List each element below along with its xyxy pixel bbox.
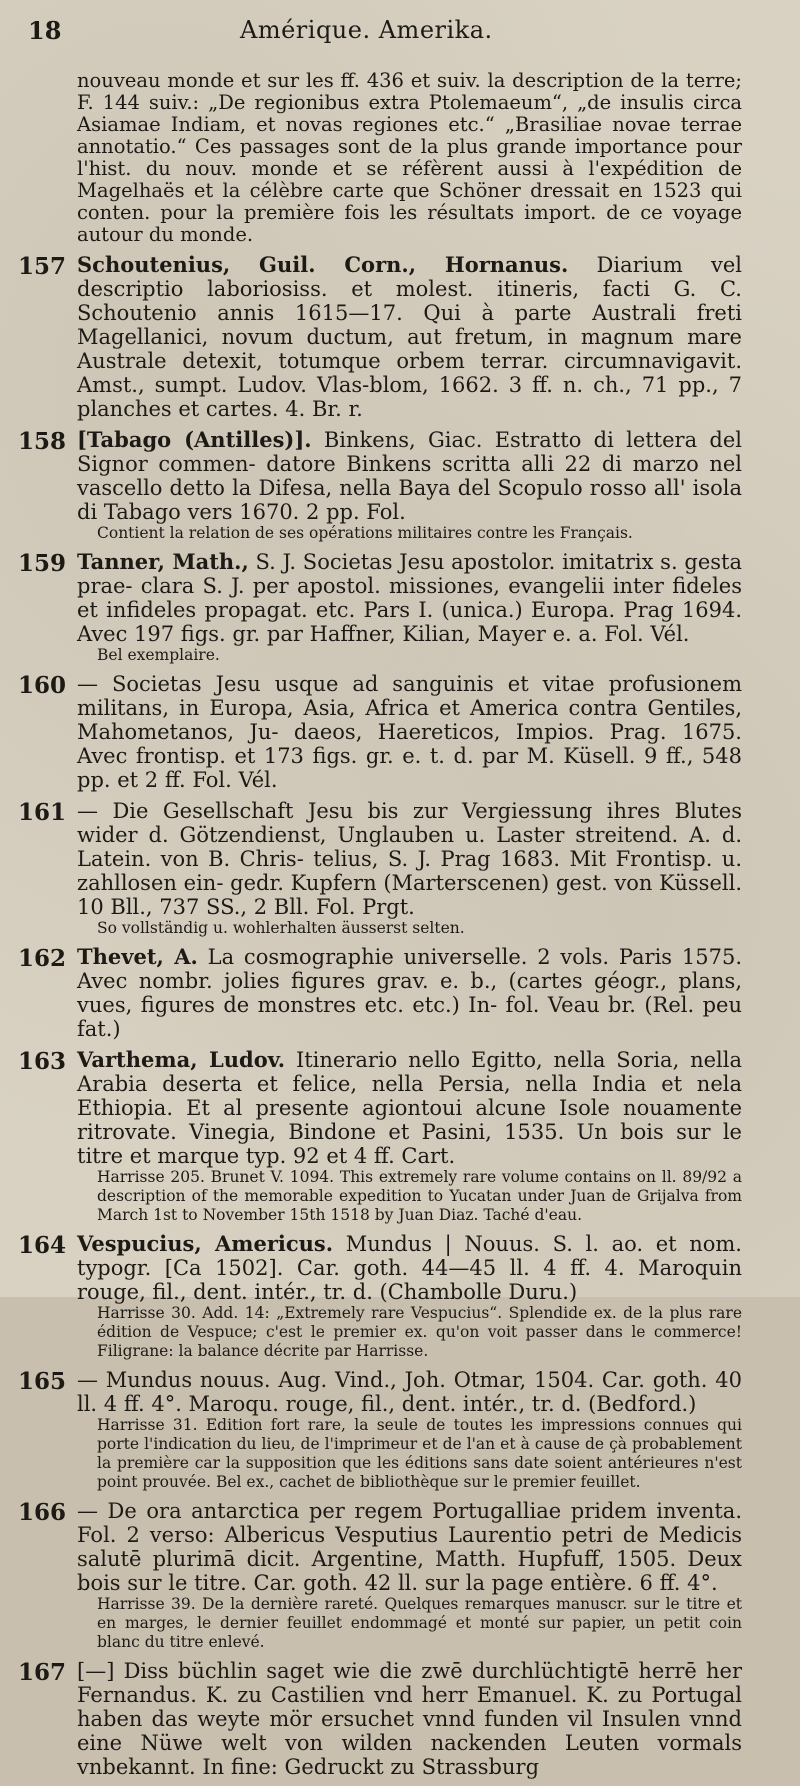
entry-description xyxy=(77,1499,742,1595)
page-header xyxy=(0,10,800,50)
running-title: Amérique. Amerika. xyxy=(240,16,493,44)
entry-note: Harrisse 39. De la dernière rareté. Quelques remarques manuscr. sur le titre et en marges, le dernier feuillet endommagé et monté sur papier, un petit coin blanc du titre enlevé. xyxy=(97,1595,742,1651)
entry-note: Harrisse 30. Add. 14: „Extremely rare Vespucius“. Splendide ex. de la plus rare édition de Vespuce; c'est le premier ex. qu'on voit passer dans le commerce! Filigrane: la balance décrite par Harrisse. xyxy=(97,1304,742,1360)
entry-description xyxy=(77,1048,742,1168)
catalogue-entry-166 xyxy=(0,1499,800,1652)
catalogue-entries xyxy=(0,70,800,1786)
entry-body: Mundus | Nouus. S. l. ao. et nom. typogr. [Ca 1502]. Car. goth. 44—45 ll. 4 ff. 4. Maroquin rouge, fil., dent. intér., tr. d. (Chambolle Duru.) xyxy=(77,1232,742,1304)
entry-note: Bel exemplaire. xyxy=(97,646,220,664)
continuation-text: nouveau monde et sur les ff. 436 et suiv. la description de la terre; F. 144 suiv.: „De regionibus extra Ptolemaeum“, „de insulis circa Asiamae Indiam, et novas regiones etc.“ „Brasiliae novae terrae annotatio.“ Ces passages sont de la plus grande importance pour l'hist. du nouv. monde et se réfèrent aussi à l'expédition de Magelhaës et la célèbre carte que Schöner dressait en 1523 qui conten. pour la première fois les résultats import. de ce voyage autour du monde. xyxy=(77,69,742,246)
catalogue-entry-159 xyxy=(0,550,800,665)
entry-description xyxy=(77,253,742,421)
entry-description xyxy=(77,1232,742,1304)
entry-lead: Varthema, Ludov. xyxy=(77,1047,286,1072)
entry-body: — De ora antarctica per regem Portugalliae pridem inventa. Fol. 2 verso: Albericus Vesputius Laurentio petri de Medicis salutē plurimā dicit. Argentine, Matth. Hupfuff, 1505. Deux bois sur le titre. Car. goth. 42 ll. sur la page entière. 6 ff. 4°. xyxy=(77,1499,742,1595)
entry-body: La cosmographie universelle. 2 vols. Paris 1575. Avec nombr. jolies figures grav. e. b., (cartes géogr., plans, vues, figures de monstres etc. etc.) In- fol. Veau br. (Rel. peu fat.) xyxy=(77,945,742,1041)
entry-description xyxy=(77,672,742,792)
entry-body: Binkens, Giac. Estratto di lettera del Signor commen- datore Binkens scritta alli 22 di marzo nel vascello detto la Difesa, nella Baya del Scopulo rosso all' isola di Tabago vers 1670. 2 pp. Fol. xyxy=(77,428,742,524)
entry-number: 161 xyxy=(18,799,67,826)
entry-number: 165 xyxy=(18,1368,67,1395)
entry-body: S. J. Societas Jesu apostolor. imitatrix s. gesta prae- clara S. J. per apostol. missiones, evangelii inter fideles et infideles propagat. etc. Pars I. (unica.) Europa. Prag 1694. Avec 197 figs. gr. par Haffner, Kilian, Mayer e. a. Fol. Vél. xyxy=(77,550,742,646)
entry-note: Harrisse 31. Edition fort rare, la seule de toutes les impressions connues qui porte l'indication du lieu, de l'imprimeur et de l'an et à cause de çà probablement la première car la supposition que les éditions sans date soient antérieures n'est point prouvée. Bel ex., cachet de bibliothèque sur le premier feuillet. xyxy=(97,1416,742,1491)
entry-description xyxy=(77,428,742,524)
entry-note: Harrisse 205. Brunet V. 1094. This extremely rare volume contains on ll. 89/92 a description of the memorable expedition to Yucatan under Juan de Grijalva from March 1st to November 15th 1518 by Juan Diaz. Taché d'eau. xyxy=(97,1168,742,1224)
catalogue-entry-162 xyxy=(0,945,800,1041)
catalogue-entry-167 xyxy=(0,1659,800,1779)
entry-number: 162 xyxy=(18,945,67,972)
catalogue-entry-161 xyxy=(0,799,800,938)
entry-number: 164 xyxy=(18,1232,67,1259)
entry-number: 166 xyxy=(18,1499,67,1526)
entry-number: 163 xyxy=(18,1048,67,1075)
continuation-entry xyxy=(0,70,800,246)
entry-body: Itinerario nello Egitto, nella Soria, nella Arabia deserta et felice, nella Persia, nella India et nela Ethiopia. Et al presente agiontoui alcune Isole nouamente ritrovate. Vinegia, Bindone et Pasini, 1535. Un bois sur le titre et marque typ. 92 et 4 ff. Cart. xyxy=(77,1048,742,1168)
entry-body: [—] Diss büchlin saget wie die zwē durchlüchtigtē herrē her Fernandus. K. zu Castilien vnd herr Emanuel. K. zu Portugal haben das weyte mör ersuchet vnnd funden vil Insulen vnnd eine Nüwe welt von wilden nackenden Leuten vormals vnbekannt. In fine: Gedruckt zu Strassburg xyxy=(77,1659,742,1779)
entry-body: — Die Gesellschaft Jesu bis zur Vergiessung ihres Blutes wider d. Götzendienst, Unglauben u. Laster streitend. A. d. Latein. von B. Chris- telius, S. J. Prag 1683. Mit Frontisp. u. zahllosen ein- gedr. Kupfern (Marterscenen) gest. von Küssell. 10 Bll., 737 SS., 2 Bll. Fol. Prgt. xyxy=(77,799,742,919)
entry-number: 167 xyxy=(18,1659,67,1686)
entry-lead: Schoutenius, Guil. Corn., Hornanus. xyxy=(77,252,569,277)
entry-body: — Mundus nouus. Aug. Vind., Joh. Otmar, 1504. Car. goth. 40 ll. 4 ff. 4°. Maroqu. rouge, fil., dent. intér., tr. d. (Bedford.) xyxy=(77,1368,742,1416)
entry-lead: Vespucius, Americus. xyxy=(77,1231,334,1256)
catalogue-entry-158 xyxy=(0,428,800,543)
entry-lead: [Tabago (Antilles)]. xyxy=(77,427,312,452)
entry-number: 160 xyxy=(18,672,67,699)
entry-number: 157 xyxy=(18,253,67,280)
entry-description xyxy=(77,1659,742,1779)
entry-note: So vollständig u. wohlerhalten äusserst selten. xyxy=(97,919,465,937)
entry-number: 159 xyxy=(18,550,67,577)
catalogue-entry-165 xyxy=(0,1368,800,1492)
entry-description xyxy=(77,945,742,1041)
page-number: 18 xyxy=(28,16,62,45)
entry-description xyxy=(77,550,742,646)
entry-number: 158 xyxy=(18,428,67,455)
entry-lead: Tanner, Math., xyxy=(77,549,249,574)
entry-description xyxy=(77,799,742,919)
catalogue-entry-163 xyxy=(0,1048,800,1225)
entry-description xyxy=(77,1368,742,1416)
catalogue-entry-160 xyxy=(0,672,800,792)
entry-lead: Thevet, A. xyxy=(77,944,198,969)
entry-body: — Societas Jesu usque ad sanguinis et vitae profusionem militans, in Europa, Asia, Africa et America contra Gentiles, Mahometanos, Ju- daeos, Haereticos, Impios. Prag. 1675. Avec frontisp. et 173 figs. gr. e. t. d. par M. Küsell. 9 ff., 548 pp. et 2 ff. Fol. Vél. xyxy=(77,672,742,792)
entry-note: Contient la relation de ses opérations militaires contre les Français. xyxy=(97,524,633,542)
entry-body: Diarium vel descriptio laboriosiss. et molest. itineris, facti G. C. Schoutenio annis 1615—17. Qui à parte Australi freti Magellanici, novum ductum, aut fretum, in magnum mare Australe detexit, totumque orbem terrar. circumnavigavit. Amst., sumpt. Ludov. Vlas-blom, 1662. 3 ff. n. ch., 71 pp., 7 planches et cartes. 4. Br. r. xyxy=(77,253,742,421)
catalogue-entry-157 xyxy=(0,253,800,421)
